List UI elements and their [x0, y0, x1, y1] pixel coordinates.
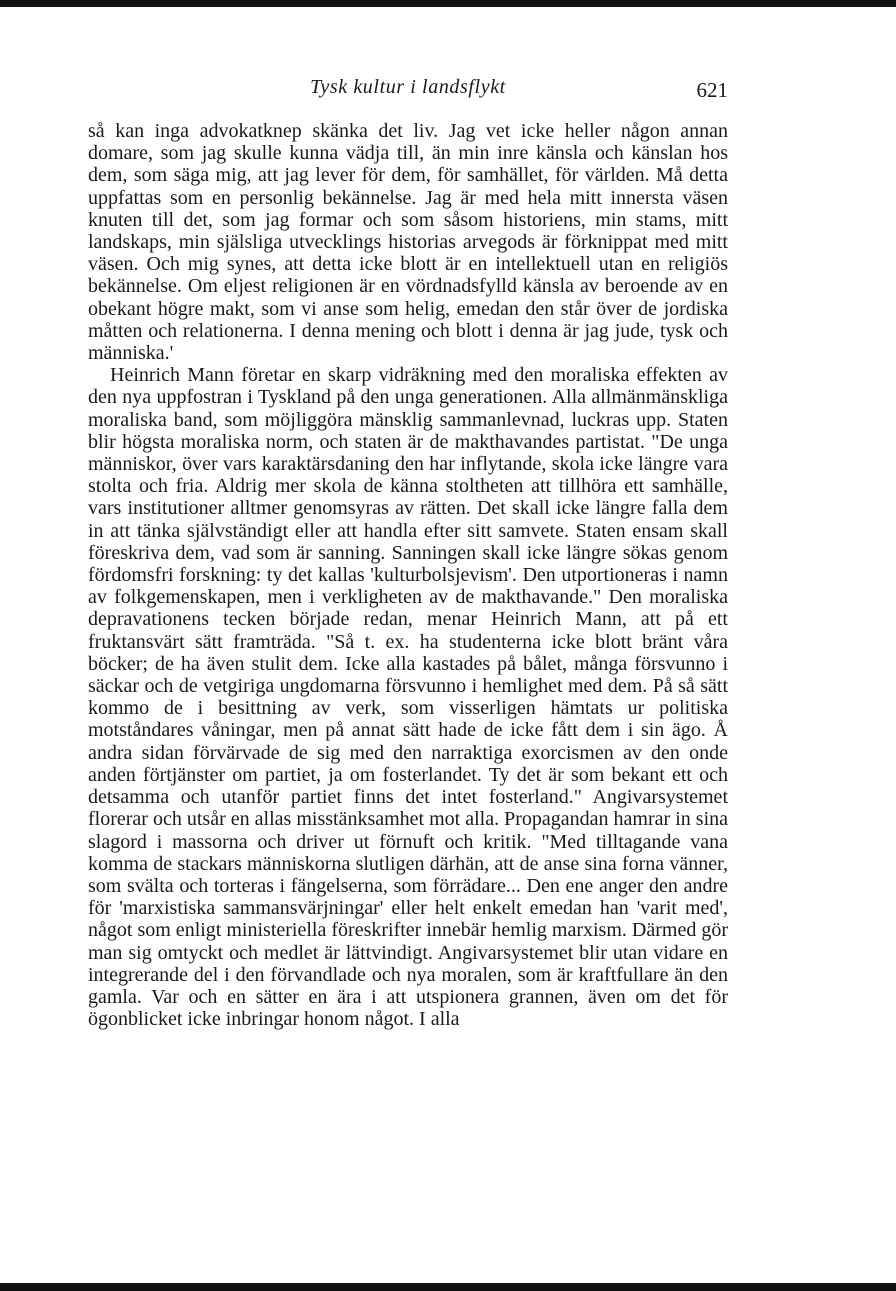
page-number: 621: [696, 78, 728, 102]
page-body: [88, 120, 728, 1030]
paragraph-continuation: så kan inga advokatknep skänka det liv. Jag vet icke heller någon annan domare, som jag skulle kunna vädja till, än min inre känsla och känslan hos dem, som säga mig, att jag lever för dem, för samhället, för världen. Må detta uppfattas som en personlig bekännelse. Jag är med hela mitt innersta väsen knuten till det, som jag formar och som såsom historiens, min stams, mitt landskaps, min själsliga utvecklings historias arvegods är förknippat med mitt väsen. Och mig synes, att detta icke blott är en intellektuell utan en religiös bekännelse. Om eljest religionen är en vördnadsfylld känsla av beroende av en obekant högre makt, som vi anse som helig, emedan den står över de jordiska måtten och relationerna. I denna mening och blott i denna är jag jude, tysk och människa.': [88, 120, 728, 365]
top-scan-border: [0, 0, 896, 7]
running-header: [88, 76, 728, 106]
running-title: Tysk kultur i landsflykt: [310, 76, 506, 98]
bottom-scan-border: [0, 1283, 896, 1291]
paragraph-heinrich-mann: Heinrich Mann företar en skarp vidräkning med den moraliska effekten av den nya uppfostran i Tyskland på den unga generationen. Alla allmänmänskliga moraliska band, som möjliggöra mänsklig sammanlevnad, luckras upp. Staten blir högsta moraliska norm, och staten är de makthavandes partistat. "De unga människor, över vars karaktärsdaning den har inflytande, skola icke längre vara stolta och fria. Aldrig mer skola de känna stoltheten att tillhöra ett samhälle, vars institutioner alltmer genomsyras av rätten. Det skall icke längre falla dem in att tänka självständigt eller att handla efter sitt samvete. Staten ensam skall föreskriva dem, vad som är sanning. Sanningen skall icke längre sökas genom fördomsfri forskning: ty det kallas 'kulturbolsjevism'. Den utportioneras i namn av folkgemenskapen, men i verkligheten av de makthavande." Den moraliska depravationens tecken började redan, menar Heinrich Mann, att på ett fruktansvärt sätt framträda. "Så t. ex. ha studenterna icke blott bränt våra böcker; de ha även stulit dem. Icke alla kastades på bålet, många försvunno i säckar och de vetgiriga ungdomarna försvunno i hemlighet med dem. På så sätt kommo de i besittning av verk, som visserligen hämtats ur politiska motståndares våningar, men på annat sätt hade de icke fått dem i sin ägo. Å andra sidan förvärvade de sig med den narraktiga exorcismen av den onde anden förtjänster om partiet, ja om fosterlandet. Ty det är som bekant ett och detsamma och utanför partiet finns det intet fosterland." Angivarsystemet florerar och utsår en allas misstänksamhet mot alla. Propagandan hamrar in sina slagord i massorna och driver ut förnuft och kritik. "Med tilltagande vana komma de stackars människorna slutligen därhän, att de anse sina forna vänner, som svälta och torteras i fängelserna, som förrädare... Den ene anger den andre för 'marxistiska sammansvärjningar' eller helt enkelt emedan han 'varit med', något som enligt ministeriella föreskrifter innebär hemlig marxism. Därmed gör man sig omtyckt och medlet är lättvindigt. Angivarsystemet blir utan vidare en integrerande del i den förvandlade och nya moralen, som är kraftfullare än den gamla. Var och en sätter en ära i att utspionera grannen, även om det för ögonblicket icke inbringar honom något. I alla: [88, 364, 728, 1031]
